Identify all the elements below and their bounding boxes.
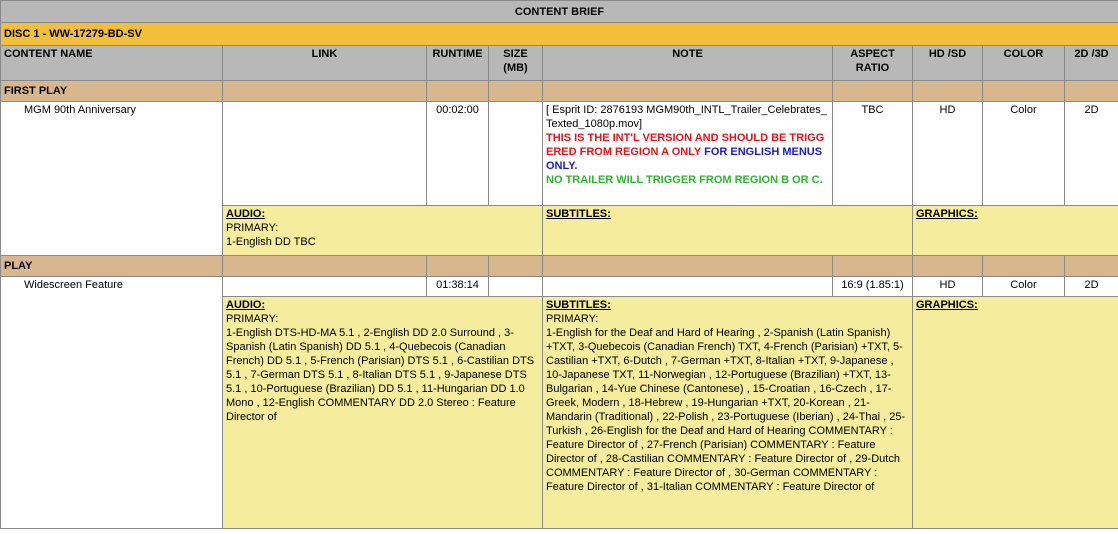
graphics-label: GRAPHICS: [916, 299, 978, 311]
header-row [1, 46, 1118, 81]
dim-cell: 2D [1065, 277, 1118, 297]
audio-label: AUDIO: [226, 299, 266, 311]
header-size: SIZE (MB) [489, 46, 543, 81]
header-content-name: CONTENT NAME [1, 46, 223, 81]
subtitles-label: SUBTITLES: [546, 208, 611, 220]
table-row [1, 277, 1118, 297]
section-play [1, 256, 1118, 277]
note-esprit-id: [ Esprit ID: 2876193 MGM90th_INTL_Trailer_Celebrates_Texted_1080p.mov] [546, 104, 827, 130]
subtitles-label: SUBTITLES: [546, 299, 611, 311]
runtime-cell: 00:02:00 [427, 102, 489, 206]
audio-cell [223, 297, 543, 529]
dim-cell: 2D [1065, 102, 1118, 206]
header-hd-sd: HD /SD [913, 46, 983, 81]
section-label: PLAY [1, 256, 223, 277]
audio-tracks: 1-English DD TBC [226, 236, 316, 248]
header-2d-3d: 2D /3D [1065, 46, 1118, 81]
header-runtime: RUNTIME [427, 46, 489, 81]
content-name: MGM 90th Anniversary [1, 102, 223, 256]
audio-primary: PRIMARY: [226, 313, 279, 325]
graphics-cell [913, 206, 1118, 256]
graphics-label: GRAPHICS: [916, 208, 978, 220]
audio-label: AUDIO: [226, 208, 266, 220]
section-first-play [1, 81, 1118, 102]
page-title: CONTENT BRIEF [1, 1, 1118, 23]
note-english-menus: FOR ENGLISH MENUS ONLY. [546, 146, 823, 172]
header-note: NOTE [543, 46, 833, 81]
note-cell [543, 102, 833, 206]
hdsd-cell: HD [913, 102, 983, 206]
section-label: FIRST PLAY [1, 81, 223, 102]
note-region-warning: THIS IS THE INT'L VERSION AND SHOULD BE TRIGGERED FROM REGION A ONLY [546, 132, 825, 158]
audio-tracks: 1-English DTS-HD-MA 5.1 , 2-English DD 2.0 Surround , 3-Spanish (Latin Spanish) DD 5.1 , 4-Quebecois (Canadian French) DD 5.1 , 5-French (Parisian) DTS 5.1 , 6-Castilian DTS 5.1 , 7-German DTS 5.1 , 8-Italian DTS 5.1 , 9-Japanese DTS 5.1 , 10-Portuguese (Brazilian) DD 5.1 , 11-Hungarian DD 1.0 Mono , 12-English COMMENTARY DD 2.0 Stereo : Feature Director of [226, 327, 535, 423]
subtitles-primary: PRIMARY: [546, 313, 599, 325]
size-cell [489, 277, 543, 297]
note-cell [543, 277, 833, 297]
subtitles-cell [543, 206, 913, 256]
size-cell [489, 102, 543, 206]
subtitles-cell [543, 297, 913, 529]
link-cell [223, 102, 427, 206]
color-cell: Color [983, 277, 1065, 297]
hdsd-cell: HD [913, 277, 983, 297]
aspect-cell: TBC [833, 102, 913, 206]
link-cell [223, 277, 427, 297]
audio-primary: PRIMARY: [226, 222, 279, 234]
disc-label: DISC 1 - WW-17279-BD-SV [1, 23, 1118, 46]
content-name: Widescreen Feature [1, 277, 223, 529]
note-no-trailer: NO TRAILER WILL TRIGGER FROM REGION B OR C. [546, 174, 823, 186]
aspect-cell: 16:9 (1.85:1) [833, 277, 913, 297]
color-cell: Color [983, 102, 1065, 206]
header-aspect-ratio: ASPECT RATIO [833, 46, 913, 81]
table-row [1, 102, 1118, 206]
audio-cell [223, 206, 543, 256]
header-color: COLOR [983, 46, 1065, 81]
header-link: LINK [223, 46, 427, 81]
subtitles-tracks: 1-English for the Deaf and Hard of Hearing , 2-Spanish (Latin Spanish) +TXT, 3-Quebecois (Canadian French) TXT, 4-French (Parisian) +TXT, 5-Castilian +TXT, 6-Dutch , 7-German +TXT, 8-Italian +TXT, 9-Japanese , 10-Japanese TXT, 11-Norwegian , 12-Portuguese (Brazilian) +TXT, 13-Bulgarian , 14-Yue Chinese (Cantonese) , 15-Croatian , 16-Czech , 17-Greek, Modern , 18-Hebrew , 19-Hungarian +TXT, 20-Korean , 21-Mandarin (Traditional) , 22-Polish , 23-Portuguese (Iberian) , 24-Thai , 25-Turkish , 26-English for the Deaf and Hard of Hearing COMMENTARY : Feature Director of , 27-French (Parisian) COMMENTARY : Feature Director of , 28-Castilian COMMENTARY : Feature Director of , 29-Dutch COMMENTARY : Feature Director of , 30-German COMMENTARY : Feature Director of , 31-Italian COMMENTARY : Feature Director of [546, 327, 906, 493]
graphics-cell [913, 297, 1118, 529]
runtime-cell: 01:38:14 [427, 277, 489, 297]
